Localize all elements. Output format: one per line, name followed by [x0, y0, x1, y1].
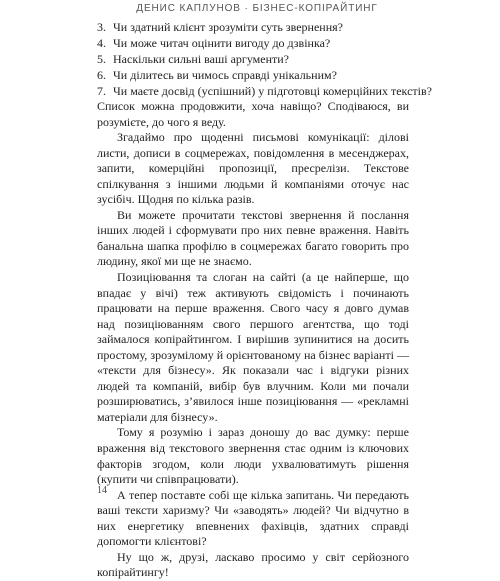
list-item — [97, 35, 427, 51]
list-item-number: 4. — [97, 36, 106, 50]
list-item-text: Чи може читач оцінити вигоду до дзвінка? — [113, 36, 331, 50]
list-item-number: 7. — [97, 84, 106, 98]
list-item — [97, 19, 427, 35]
list-item-text: Чи здатний клієнт зрозуміти суть звернення? — [113, 20, 343, 34]
paragraph: Список можна продовжити, хоча навіщо? Сподіваюся, ви розумієте, до чого я веду. — [97, 99, 409, 129]
list-item-text: Чи ділитесь ви чимось справді унікальним? — [113, 68, 337, 82]
list-item-number: 3. — [97, 20, 106, 34]
running-head: ДЕНИС КАПЛУНОВ · БІЗНЕС-КОПІРАЙТИНГ — [136, 3, 378, 14]
list-item — [97, 51, 427, 67]
list-item — [97, 83, 432, 99]
paragraph: Згадаймо про щоденні письмові комунікації: ділові листи, дописи в соцмережах, повідомлення в месенджерах, запити, комерційні пропозиції, пресрелізи. Текстове спілкування з іншими людьми й компаніями оточує нас зусібіч. Щодня по кілька разів. — [97, 130, 409, 207]
list-item-number: 5. — [97, 52, 106, 66]
paragraph: Тому я розумію і зараз доношу до вас думку: перше враження від текстового звернення стає одним із ключових факторів згодом, коли люди ухвалюватимуть рішення (купити чи співпрацювати). — [97, 425, 409, 487]
list-item-text: Наскільки сильні ваші аргументи? — [113, 52, 289, 66]
paragraph: Ви можете прочитати текстові звернення й послання інших людей і сформувати про них певне враження. Навіть банальна шапка профілю в соцмережах багато говорить про людину, якої ми ще не знаємо. — [97, 207, 409, 269]
paragraph: А тепер поставте собі ще кілька запитань. Чи передають ваші тексти харизму? Чи «заводять» людей? Чи відчутно в них енергетику впевнених фахівців, здатних справді допомогти клієнтові? — [97, 487, 409, 549]
question-list — [97, 19, 432, 99]
body-text — [97, 99, 409, 581]
paragraph: Позиціювання та слоган на сайті (а це найперше, що впадає у вічі) теж активують свідомість і починають працювати на перше враження. Свого часу я довго думав над позиціюванням свого першого агентства, що тоді займалося копірайтингом. І вирішив зупинитися на досить простому, зрозумілому й орієнтованому на бізнес варіанті — «тексти для бізнесу». Як показали час і відгуки різних людей та компаній, вибір був влучним. Коли ми почали розширюватись, з’явилося інше позиціювання — «рекламні матеріали для бізнесу». — [97, 270, 409, 424]
paragraph: Ну що ж, друзі, ласкаво просимо у світ серйозного копірайтингу! — [97, 549, 409, 580]
list-item-text: Чи маєте досвід (успішний) у підготовці комерційних текстів? — [113, 84, 432, 98]
list-item — [97, 67, 427, 83]
list-item-number: 6. — [97, 68, 106, 82]
page-number: 14 — [97, 485, 107, 496]
